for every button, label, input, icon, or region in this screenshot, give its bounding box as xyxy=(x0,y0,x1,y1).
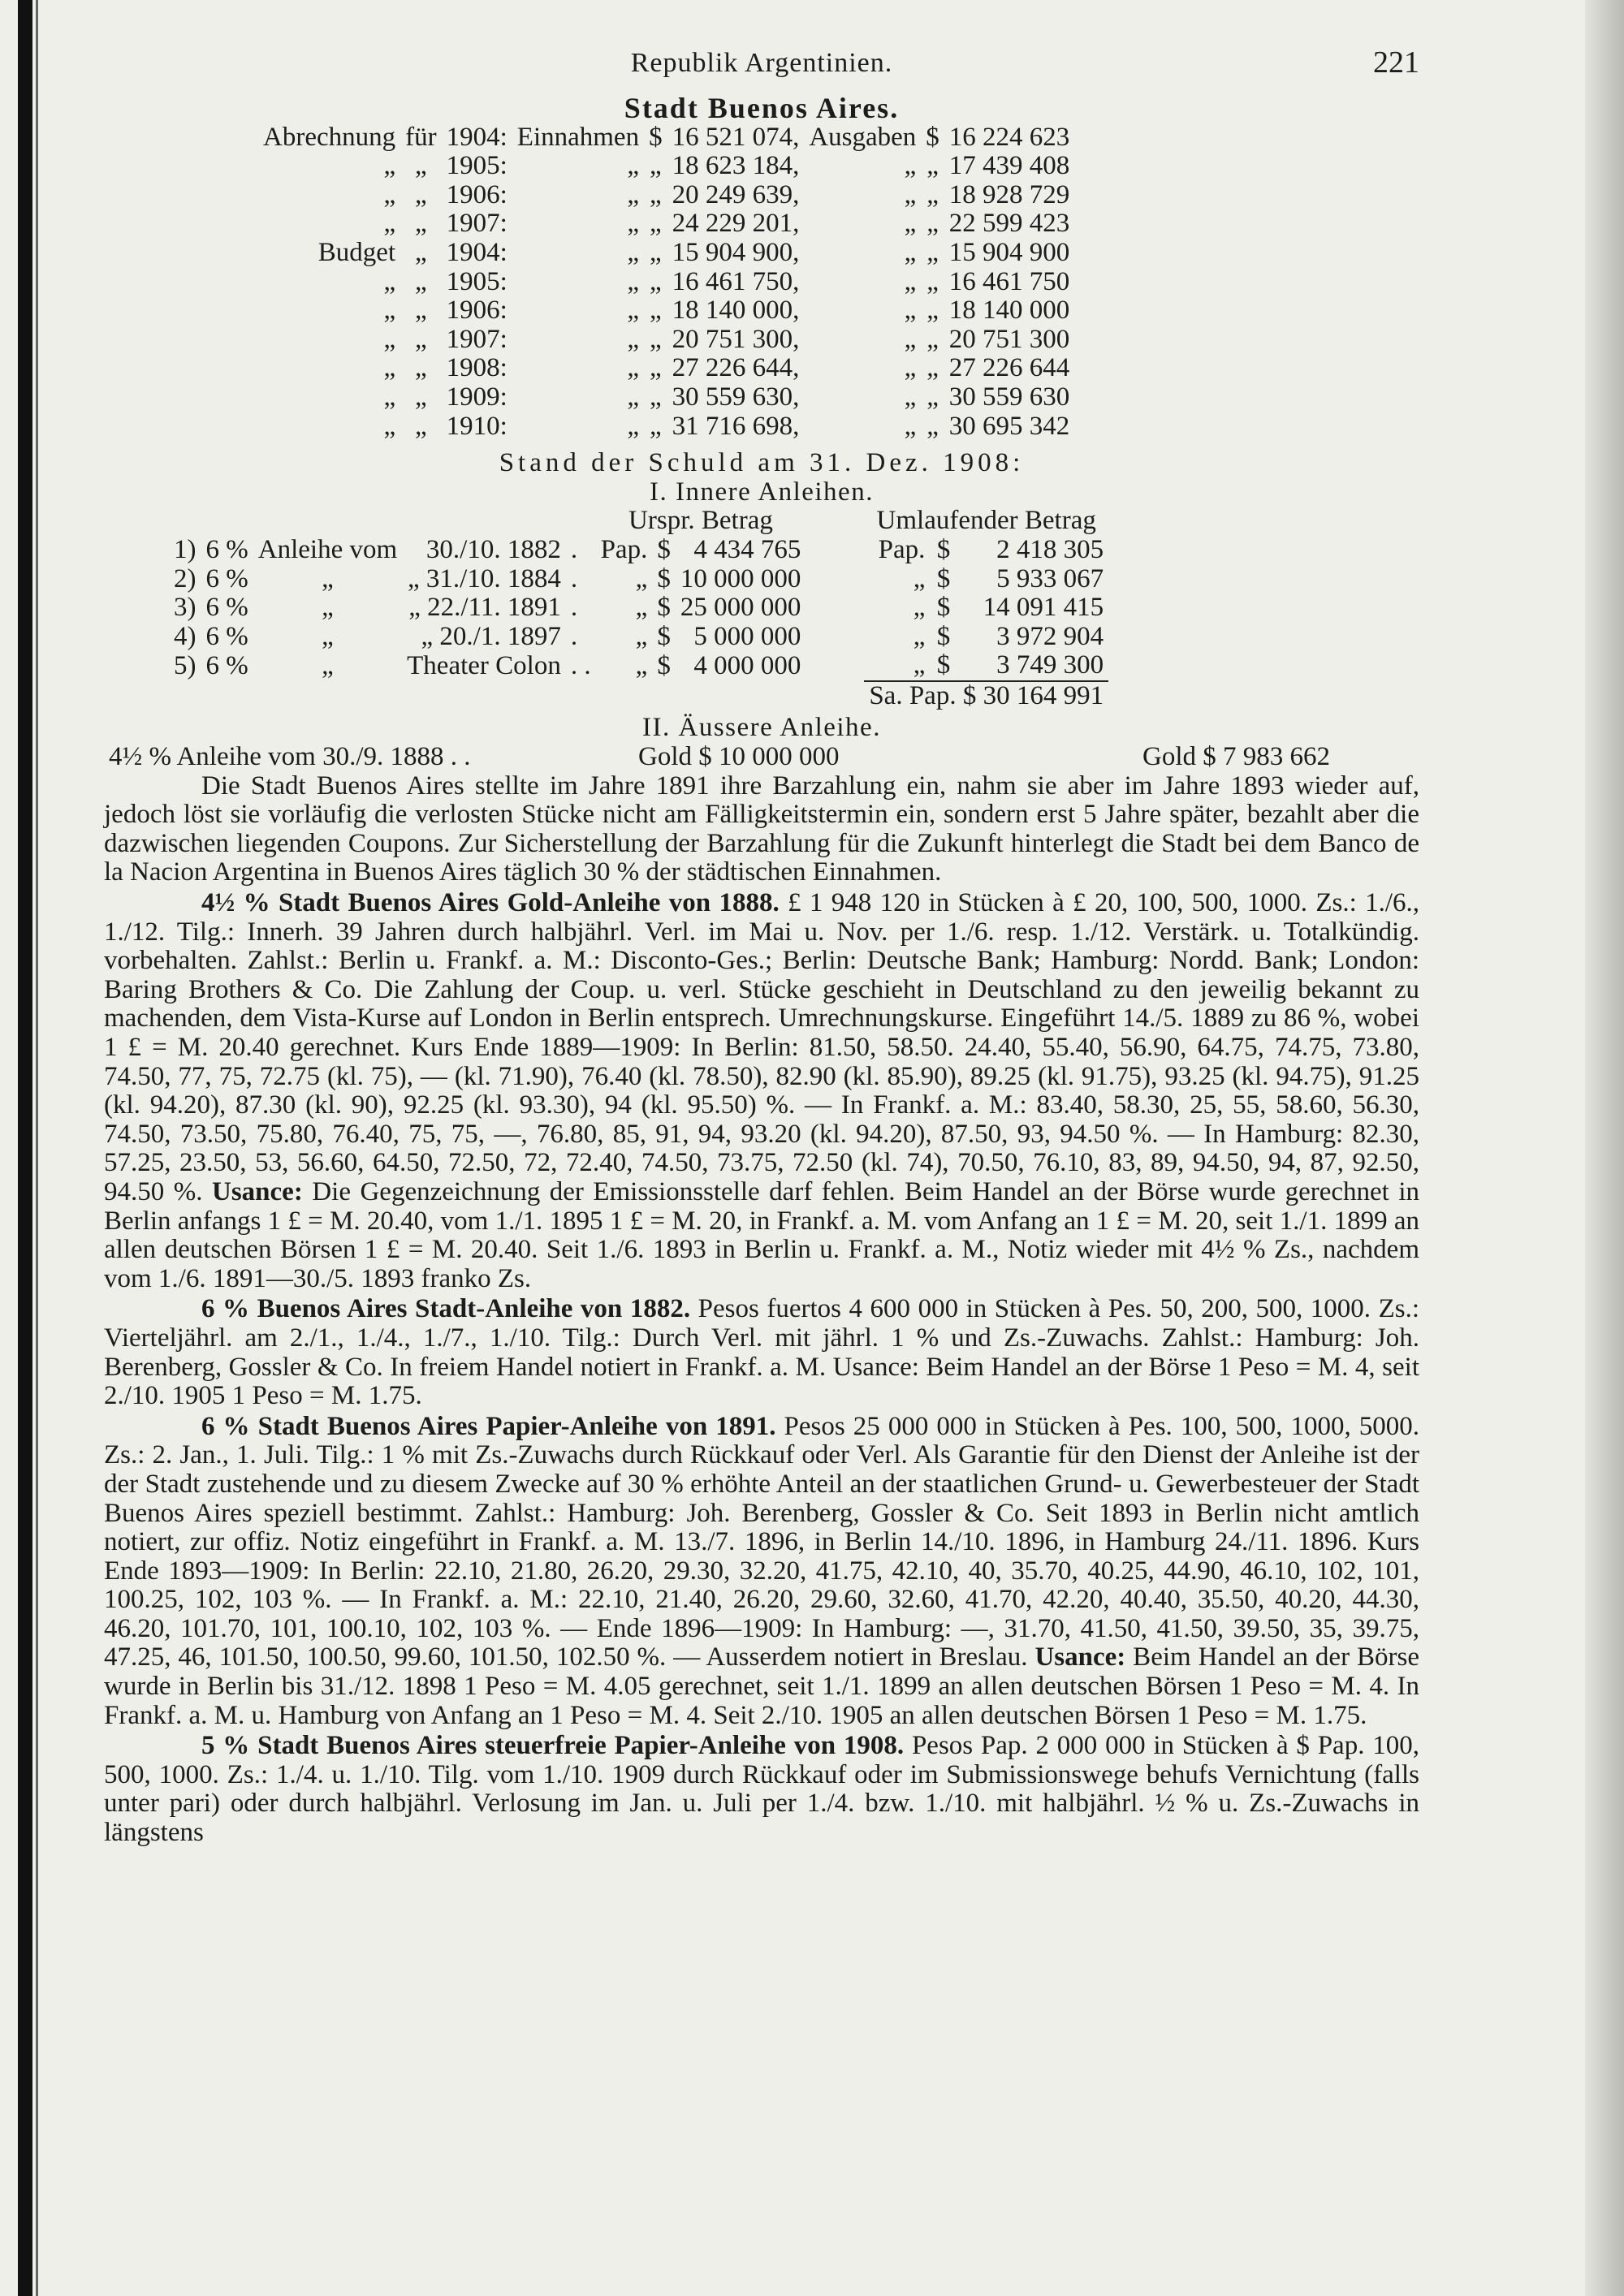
income-amount: 16 461 750, xyxy=(672,266,800,296)
accounts-row xyxy=(258,383,1074,412)
expense-currency: $ xyxy=(926,122,939,152)
accounts-table-body xyxy=(258,123,1074,442)
loan-out: 5 933 067 xyxy=(996,563,1104,593)
loan-cur: $ xyxy=(657,563,671,593)
loan-no: 1) xyxy=(174,534,197,564)
period-year: 1904: xyxy=(446,237,508,267)
loan-out-cur: $ xyxy=(936,593,951,623)
loan-no: 3) xyxy=(174,593,197,623)
paragraph-text: Pesos 25 000 000 in Stücken à Pes. 100, 500, 1000, 5000. Zs.: 2. Jan., 1. Juli. Tilg.: 1 % mit Zs.-Zuwachs durch Rückkauf oder Verl. Als Garantie für den Dienst der Anleihe ist der der Stadt zustehende und zu diesem Zwecke auf 30 % erhöhte Anteil an der staatlichen Grund- u. Gewerbesteuer der Stadt Buenos Aires speziell bestimmt. Zahlst.: Hamburg: Joh. Berenberg, Gossler & Co. Seit 1893 in Berlin nicht amtlich notiert, zur offiz. Notiz eingeführt in Frankf. a. M. 13./7. 1896, in Berlin 14./10. 1896, in Hamburg 24./11. 1896. Kurs Ende 1893—1909: In Berlin: 22.10, 21.80, 26.20, 29.30, 32.20, 41.75, 42.10, 40, 35.70, 40.25, 44.90, 46.10, 102, 101, 100.25, 102, 103 %. — In Frankf. a. M.: 22.10, 21.40, 26.20, 29.60, 32.60, 41.70, 42.20, 40.40, 35.50, 40.20, 44.30, 46.20, 101.70, 101, 100.10, 102, 103 %. — Ende 1896—1909: In Hamburg: —, 31.70, 41.50, 41.50, 39.50, 35, 39.75, 47.25, 46, 101.50, 100.50, 99.60, 101.50, 102.50 %. — Ausserdem notiert in Breslau. xyxy=(104,1411,1419,1672)
expense-label: „ xyxy=(904,237,917,267)
inner-loan-row xyxy=(169,651,1108,681)
inner-loan-row xyxy=(169,623,1108,652)
expense-currency: „ xyxy=(926,296,939,326)
period-fuer: „ xyxy=(415,151,427,181)
period-fuer: „ xyxy=(415,209,427,239)
paragraph-p1 xyxy=(104,772,1419,887)
income-label: „ xyxy=(627,179,640,209)
expense-amount: 27 226 644 xyxy=(948,353,1070,383)
income-currency: „ xyxy=(650,266,662,296)
income-amount: 16 521 074, xyxy=(672,122,800,152)
period-label: „ xyxy=(383,151,396,181)
period-fuer: „ xyxy=(415,324,427,354)
paragraph-text-continued: Die Gegenzeichnung der Emissionsstelle darf fehlen. Beim Handel an der Börse wurde gerechnet in Berlin anfangs 1 £ = M. 20.40, vom 1./1. 1895 1 £ = M. 20, in Frankf. a. M. vom Anfang an 1 £ = M. 20, seit 1./1. 1899 an allen deutschen Börsen 1 £ = M. 20.40. Seit 1./6. 1893 in Berlin u. Frankf. a. M., Notiz wieder mit 4½ % Zs., nachdem vom 1./6. 1891—30./5. 1893 franko Zs. xyxy=(104,1176,1419,1293)
income-currency: $ xyxy=(649,122,663,152)
loan-rate: 6 % xyxy=(205,593,248,623)
loan-out-cur: $ xyxy=(936,563,951,593)
period-label: „ xyxy=(383,266,396,296)
loan-cur: $ xyxy=(657,621,671,651)
loan-cur: $ xyxy=(657,534,671,564)
period-year: 1909: xyxy=(446,382,508,412)
loan-orig-prefix: „ xyxy=(635,563,648,593)
income-amount: 18 140 000, xyxy=(672,296,800,326)
loan-out-prefix: Pap. xyxy=(878,534,926,564)
paragraph-text: £ 1 948 120 in Stücken à £ 20, 100, 500, 1000. Zs.: 1./6., 1./12. Tilg.: Innerh. 39 Jahren durch halbjährl. Verl. im Mai u. Nov. per 1./6. resp. 1./12. Verstärk. u. Totalkündig. vorbehalten. Zahlst.: Berlin u. Frankf. a. M.: Disconto-Ges.; Berlin: Deutsche Bank; Hamburg: Nordd. Bank; London: Baring Brothers & Co. Die Zahlung der Coup. u. verl. Stücke geschieht in Deutschland zu den jeweilig bekannt zu machenden, dem Vista-Kurse auf London in Berlin entsprech. Umrechnungskurse. Eingeführt 14./5. 1889 zu 86 %, wobei 1 £ = M. 20.40 gerechnet. Kurs Ende 1889—1909: In Berlin: 81.50, 58.50. 24.40, 55.40, 56.90, 64.75, 74.75, 73.80, 74.50, 77, 75, 72.75 (kl. 75), — (kl. 71.90), 76.40 (kl. 78.50), 82.90 (kl. 85.90), 89.25 (kl. 91.75), 93.25 (kl. 94.75), 91.25 (kl. 94.20), 87.30 (kl. 90), 92.25 (kl. 93.30), 94 (kl. 95.50) %. — In Frankf. a. M.: 83.40, 58.30, 25, 55, 58.60, 56.30, 74.50, 73.50, 75.80, 76.40, 75, 75, —, 76.80, 85, 91, 94, 93.20 (kl. 94.20), 87.50, 93, 94.50 %. — In Hamburg: 82.30, 57.25, 23.50, 53, 56.60, 64.50, 72.50, 72, 72.40, 74.50, 73.75, 72.50 (kl. 74), 70.50, 76.10, 83, 89, 94.50, 94, 87, 92.50, 94.50 %. xyxy=(104,888,1419,1206)
period-year: 1910: xyxy=(446,411,508,441)
period-fuer: „ xyxy=(415,411,427,441)
loan-dots: . xyxy=(570,563,578,593)
period-year: 1904: xyxy=(446,122,508,152)
expense-label: „ xyxy=(904,179,917,209)
income-amount: 18 623 184, xyxy=(672,151,800,181)
period-label: „ xyxy=(383,179,396,209)
period-year: 1905: xyxy=(446,266,508,296)
accounts-row xyxy=(258,209,1074,239)
period-year: 1906: xyxy=(446,179,508,209)
period-year: 1907: xyxy=(446,324,508,354)
column-gap xyxy=(806,536,864,565)
income-amount: 20 249 639, xyxy=(672,179,800,209)
period-fuer: „ xyxy=(415,237,427,267)
period-label: „ xyxy=(383,209,396,239)
expense-amount: 18 140 000 xyxy=(948,296,1070,326)
loan-out-prefix: „ xyxy=(913,593,926,623)
income-label: „ xyxy=(627,382,640,412)
loan-orig: 4 434 765 xyxy=(693,534,801,564)
loan-rate: 6 % xyxy=(205,650,248,680)
outer-loan-table xyxy=(104,743,1335,772)
income-amount: 15 904 900, xyxy=(672,237,800,267)
income-currency: „ xyxy=(650,324,662,354)
expense-label: „ xyxy=(904,209,917,239)
period-fuer: „ xyxy=(415,296,427,326)
expense-amount: 17 439 408 xyxy=(948,151,1070,181)
expense-amount: 30 559 630 xyxy=(948,382,1070,412)
expense-amount: 30 695 342 xyxy=(948,411,1070,441)
loan-no: 2) xyxy=(174,563,197,593)
loan-date: Theater Colon xyxy=(407,650,561,680)
usance-label: Usance: xyxy=(212,1176,303,1206)
income-currency: „ xyxy=(650,382,662,412)
period-label: „ xyxy=(383,324,396,354)
income-currency: „ xyxy=(650,411,662,441)
period-year: 1907: xyxy=(446,209,508,239)
expense-amount: 15 904 900 xyxy=(948,237,1070,267)
income-label: „ xyxy=(627,151,640,181)
accounts-row xyxy=(258,181,1074,210)
loan-orig-prefix: Pap. xyxy=(600,534,648,564)
loan-out: 14 091 415 xyxy=(983,593,1104,623)
income-amount: 31 716 698, xyxy=(672,411,800,441)
outer-loan-original: Gold $ 10 000 000 xyxy=(638,742,840,772)
debt-heading: Stand der Schuld am 31. Dez. 1908: xyxy=(499,448,1025,478)
period-fuer: für xyxy=(405,122,437,152)
column-gap xyxy=(806,593,864,623)
inner-loans-table xyxy=(169,507,1108,710)
income-amount: 27 226 644, xyxy=(672,353,800,383)
inner-loan-row xyxy=(169,536,1108,565)
paragraph-heading: 6 % Buenos Aires Stadt-Anleihe von 1882. xyxy=(201,1294,691,1324)
period-label: „ xyxy=(383,411,396,441)
loan-date: „ 22./11. 1891 xyxy=(408,593,561,623)
inner-loans-heading: I. Innere Anleihen. xyxy=(650,477,874,507)
paragraph-heading: 6 % Stadt Buenos Aires Papier-Anleihe von 1891. xyxy=(201,1411,776,1441)
income-currency: „ xyxy=(650,151,662,181)
col-original-amount: Urspr. Betrag xyxy=(628,506,773,536)
paragraph-text: Pesos Pap. 2 000 000 in Stücken à $ Pap. 100, 500, 1000. Zs.: 1./4. u. 1./10. Tilg. vom 1./10. 1909 durch Rückkauf oder im Submissionswege behufs Vernichtung (falls unter pari) oder durch halbjährl. Verlosung im Jan. u. Juli per 1./4. bzw. 1./10. mit halbjährl. ½ % u. Zs.-Zuwachs in längstens xyxy=(104,1731,1419,1848)
col-outstanding-amount: Umlaufender Betrag xyxy=(876,506,1096,536)
accounts-row xyxy=(258,296,1074,326)
section-title: Stadt Buenos Aires. xyxy=(624,92,900,124)
expense-label: „ xyxy=(904,411,917,441)
paragraph-heading: 5 % Stadt Buenos Aires steuerfreie Papier-Anleihe von 1908. xyxy=(201,1731,905,1761)
period-year: 1908: xyxy=(446,353,508,383)
accounts-row xyxy=(258,152,1074,181)
period-fuer: „ xyxy=(415,353,427,383)
page-number: 221 xyxy=(1373,45,1419,80)
income-label: „ xyxy=(627,411,640,441)
loan-out: 3 749 300 xyxy=(996,650,1104,680)
period-label: Budget xyxy=(317,237,396,267)
income-label: „ xyxy=(627,209,640,239)
loan-out-cur: $ xyxy=(936,534,951,564)
accounts-row xyxy=(258,268,1074,297)
loan-orig: 4 000 000 xyxy=(693,650,801,680)
expense-label: „ xyxy=(904,151,917,181)
accounts-row xyxy=(258,123,1074,153)
expense-currency: „ xyxy=(926,353,939,383)
expense-label: „ xyxy=(904,324,917,354)
loan-out-prefix: „ xyxy=(913,621,926,651)
period-year: 1906: xyxy=(446,296,508,326)
loan-rate: 6 % xyxy=(205,534,248,564)
inner-loan-row xyxy=(169,593,1108,623)
period-year: 1905: xyxy=(446,151,508,181)
expense-amount: 18 928 729 xyxy=(948,179,1070,209)
book-spine-line xyxy=(36,0,38,2296)
column-gap xyxy=(806,651,864,681)
body-paragraphs xyxy=(104,772,1419,1848)
loan-cur: $ xyxy=(657,650,671,680)
usance-label: Usance: xyxy=(1034,1642,1126,1672)
expense-label: „ xyxy=(904,353,917,383)
period-label: „ xyxy=(383,353,396,383)
period-fuer: „ xyxy=(415,266,427,296)
accounts-row xyxy=(258,354,1074,383)
paragraph-p2 xyxy=(104,889,1419,1293)
loan-desc: „ xyxy=(322,650,334,680)
loan-date: „ 20./1. 1897 xyxy=(421,621,561,651)
expense-label: Ausgaben xyxy=(809,122,917,152)
expense-amount: 16 461 750 xyxy=(948,266,1070,296)
column-gap xyxy=(806,565,864,594)
income-amount: 30 559 630, xyxy=(672,382,800,412)
paragraph-p5 xyxy=(104,1732,1419,1847)
loan-out-prefix: „ xyxy=(913,563,926,593)
loan-desc: „ xyxy=(322,563,334,593)
paragraph-text-continued: Beim Handel an der Börse wurde in Berlin bis 31./12. 1898 1 Peso = M. 4.05 gerechnet, seit 1./1. 1899 an allen deutschen Börsen 1 Peso = M. 4. In Frankf. a. M. u. Hamburg von Anfang an 1 Peso = M. 4. Seit 2./10. 1905 an allen deutschen Börsen 1 Peso = M. 1.75. xyxy=(104,1642,1419,1730)
income-label: „ xyxy=(627,324,640,354)
outer-loan-rate: 4½ % xyxy=(109,742,171,772)
inner-total: Sa. Pap. $ 30 164 991 xyxy=(864,681,1108,711)
loan-date: 30./10. 1882 xyxy=(425,534,561,564)
expense-label: „ xyxy=(904,266,917,296)
expense-currency: „ xyxy=(926,237,939,267)
loan-dots: . xyxy=(570,534,578,564)
book-spine-shadow xyxy=(18,0,32,2296)
loan-orig-prefix: „ xyxy=(635,650,648,680)
loan-out: 2 418 305 xyxy=(996,534,1104,564)
paragraph-heading: 4½ % Stadt Buenos Aires Gold-Anleihe von 1888. xyxy=(201,888,780,918)
loan-dots: . xyxy=(570,593,578,623)
loan-out-cur: $ xyxy=(936,650,951,680)
accounts-table xyxy=(258,123,1074,442)
loan-desc: Anleihe vom xyxy=(257,534,398,564)
paragraph-p4 xyxy=(104,1413,1419,1731)
paragraph-text: Pesos fuertos 4 600 000 in Stücken à Pes. 50, 200, 500, 1000. Zs.: Vierteljährl. am 2./1., 1./4., 1./7., 1./10. Tilg.: Durch Verl. mit jährl. 1 % und Zs.-Zuwachs. Zahlst.: Hamburg: Joh. Berenberg, Gossler & Co. In freiem Handel notiert in Frankf. a. M. Usance: Beim Handel an der Börse 1 Peso = M. 4, seit 2./10. 1905 1 Peso = M. 1.75. xyxy=(104,1294,1419,1411)
loan-orig: 10 000 000 xyxy=(680,563,801,593)
loan-orig: 5 000 000 xyxy=(693,621,801,651)
expense-amount: 20 751 300 xyxy=(948,324,1070,354)
income-label: Einnahmen xyxy=(516,122,640,152)
column-gap xyxy=(806,623,864,652)
loan-no: 4) xyxy=(174,621,197,651)
loan-date: „ 31./10. 1884 xyxy=(408,563,561,593)
loan-orig-prefix: „ xyxy=(635,621,648,651)
expense-label: „ xyxy=(904,382,917,412)
page-content xyxy=(104,45,1419,1848)
expense-currency: „ xyxy=(926,411,939,441)
income-label: „ xyxy=(627,353,640,383)
income-currency: „ xyxy=(650,296,662,326)
expense-currency: „ xyxy=(926,151,939,181)
loan-out: 3 972 904 xyxy=(996,621,1104,651)
expense-label: „ xyxy=(904,296,917,326)
loan-desc: „ xyxy=(322,621,334,651)
page-header xyxy=(104,45,1419,96)
income-currency: „ xyxy=(650,237,662,267)
outer-loan-heading: II. Äussere Anleihe. xyxy=(642,713,881,743)
income-currency: „ xyxy=(650,179,662,209)
period-fuer: „ xyxy=(415,382,427,412)
loan-dots: . xyxy=(570,621,578,651)
expense-amount: 22 599 423 xyxy=(948,209,1070,239)
loan-orig-prefix: „ xyxy=(635,593,648,623)
outer-loan-row xyxy=(104,743,1335,772)
loan-desc: „ xyxy=(322,593,334,623)
inner-loan-row xyxy=(169,565,1108,594)
income-label: „ xyxy=(627,237,640,267)
income-currency: „ xyxy=(650,353,662,383)
income-amount: 24 229 201, xyxy=(672,209,800,239)
income-label: „ xyxy=(627,266,640,296)
income-amount: 20 751 300, xyxy=(672,324,800,354)
paragraph-text: Die Stadt Buenos Aires stellte im Jahre 1891 ihre Barzahlung ein, nahm sie aber im Jahre 1893 wieder auf, jedoch löst sie vorläufig die verlosten Stücke nicht am Fälligkeitstermin ein, sondern erst 5 Jahre später, bezahlt aber die dazwischen liegenden Coupons. Zur Sicherstellung der Barzahlung für die Zukunft hinterlegt die Stadt bei dem Banco de la Nacion Argentina in Buenos Aires täglich 30 % der städtischen Einnahmen. xyxy=(104,770,1419,887)
loan-rate: 6 % xyxy=(205,621,248,651)
loan-rate: 6 % xyxy=(205,563,248,593)
loan-cur: $ xyxy=(657,593,671,623)
expense-amount: 16 224 623 xyxy=(948,122,1070,152)
outer-loan-desc: Anleihe vom 30./9. 1888 . . xyxy=(176,742,471,772)
loan-dots: . . xyxy=(570,650,591,680)
accounts-row xyxy=(258,412,1074,442)
expense-currency: „ xyxy=(926,266,939,296)
loan-orig: 25 000 000 xyxy=(680,593,801,623)
expense-currency: „ xyxy=(926,382,939,412)
expense-currency: „ xyxy=(926,209,939,239)
paragraph-p3 xyxy=(104,1295,1419,1410)
period-label: „ xyxy=(383,382,396,412)
accounts-row xyxy=(258,326,1074,355)
loan-out-prefix: „ xyxy=(913,650,926,680)
period-label: „ xyxy=(383,296,396,326)
period-fuer: „ xyxy=(415,179,427,209)
accounts-row xyxy=(258,239,1074,268)
loan-out-cur: $ xyxy=(936,621,951,651)
inner-loans-body xyxy=(169,536,1108,681)
loan-no: 5) xyxy=(174,650,197,680)
running-title: Republik Argentinien. xyxy=(630,48,893,78)
expense-currency: „ xyxy=(926,324,939,354)
expense-currency: „ xyxy=(926,179,939,209)
income-label: „ xyxy=(627,296,640,326)
period-label: Abrechnung xyxy=(263,122,396,152)
outer-loan-outstanding: Gold $ 7 983 662 xyxy=(1142,742,1330,772)
income-currency: „ xyxy=(650,209,662,239)
page-edge-shadow xyxy=(1585,0,1624,2296)
